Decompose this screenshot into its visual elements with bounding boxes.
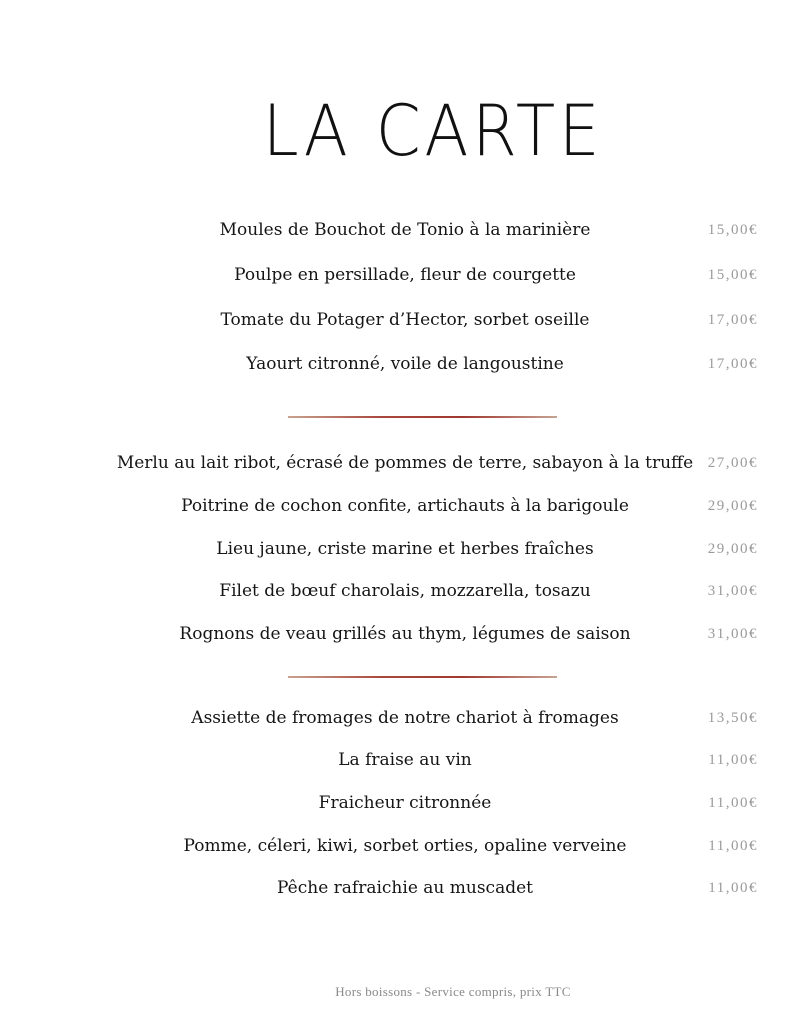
dish-price: 29,00€ bbox=[707, 541, 758, 557]
menu-item bbox=[0, 873, 791, 903]
dish-price: 11,00€ bbox=[708, 880, 758, 896]
dish-price: 31,00€ bbox=[707, 583, 758, 599]
dish-name: Poulpe en persillade, fleur de courgette bbox=[234, 265, 576, 285]
dish-price: 15,00€ bbox=[707, 267, 758, 283]
menu-item bbox=[0, 831, 791, 861]
menu-item bbox=[0, 260, 791, 290]
dish-price: 29,00€ bbox=[707, 498, 758, 514]
menu-item bbox=[0, 215, 791, 245]
menu-footer: Hors boissons - Service compris, prix TTC bbox=[335, 984, 571, 999]
menu-item bbox=[0, 534, 791, 564]
dish-price: 27,00€ bbox=[707, 455, 758, 471]
dish-name: Poitrine de cochon confite, artichauts à la barigoule bbox=[181, 496, 629, 516]
dish-name: Pomme, céleri, kiwi, sorbet orties, opaline verveine bbox=[183, 836, 627, 856]
section-divider bbox=[288, 676, 557, 678]
dish-name: Filet de bœuf charolais, mozzarella, tosazu bbox=[219, 581, 591, 601]
menu-item bbox=[0, 745, 791, 775]
dish-name: Moules de Bouchot de Tonio à la marinière bbox=[219, 220, 591, 240]
dish-price: 15,00€ bbox=[707, 222, 758, 238]
menu-item bbox=[0, 491, 791, 521]
dish-price: 11,00€ bbox=[708, 795, 758, 811]
menu-title: LA CARTE bbox=[262, 90, 604, 172]
dish-name: Lieu jaune, criste marine et herbes fraîches bbox=[216, 539, 594, 559]
menu-item bbox=[0, 576, 791, 606]
dish-name: Pêche rafraichie au muscadet bbox=[276, 878, 533, 898]
dish-name: Fraicheur citronnée bbox=[318, 793, 492, 813]
menu-item bbox=[0, 349, 791, 379]
menu-item bbox=[0, 703, 791, 733]
dish-price: 11,00€ bbox=[708, 838, 758, 854]
menu-item bbox=[0, 619, 791, 649]
dish-price: 11,00€ bbox=[708, 752, 758, 768]
dish-price: 13,50€ bbox=[707, 710, 758, 726]
dish-price: 31,00€ bbox=[707, 626, 758, 642]
dish-name: Yaourt citronné, voile de langoustine bbox=[246, 354, 564, 374]
dish-name: Tomate du Potager d’Hector, sorbet oseille bbox=[220, 310, 590, 330]
dish-price: 17,00€ bbox=[707, 312, 758, 328]
dish-price: 17,00€ bbox=[707, 356, 758, 372]
menu-item bbox=[0, 305, 791, 335]
dish-name: Assiette de fromages de notre chariot à fromages bbox=[191, 708, 619, 728]
dish-name: Rognons de veau grillés au thym, légumes de saison bbox=[179, 624, 631, 644]
dish-name: Merlu au lait ribot, écrasé de pommes de terre, sabayon à la truffe bbox=[116, 453, 694, 473]
menu-item bbox=[0, 448, 791, 478]
dish-name: La fraise au vin bbox=[338, 750, 472, 770]
section-divider bbox=[288, 416, 557, 418]
menu-item bbox=[0, 788, 791, 818]
